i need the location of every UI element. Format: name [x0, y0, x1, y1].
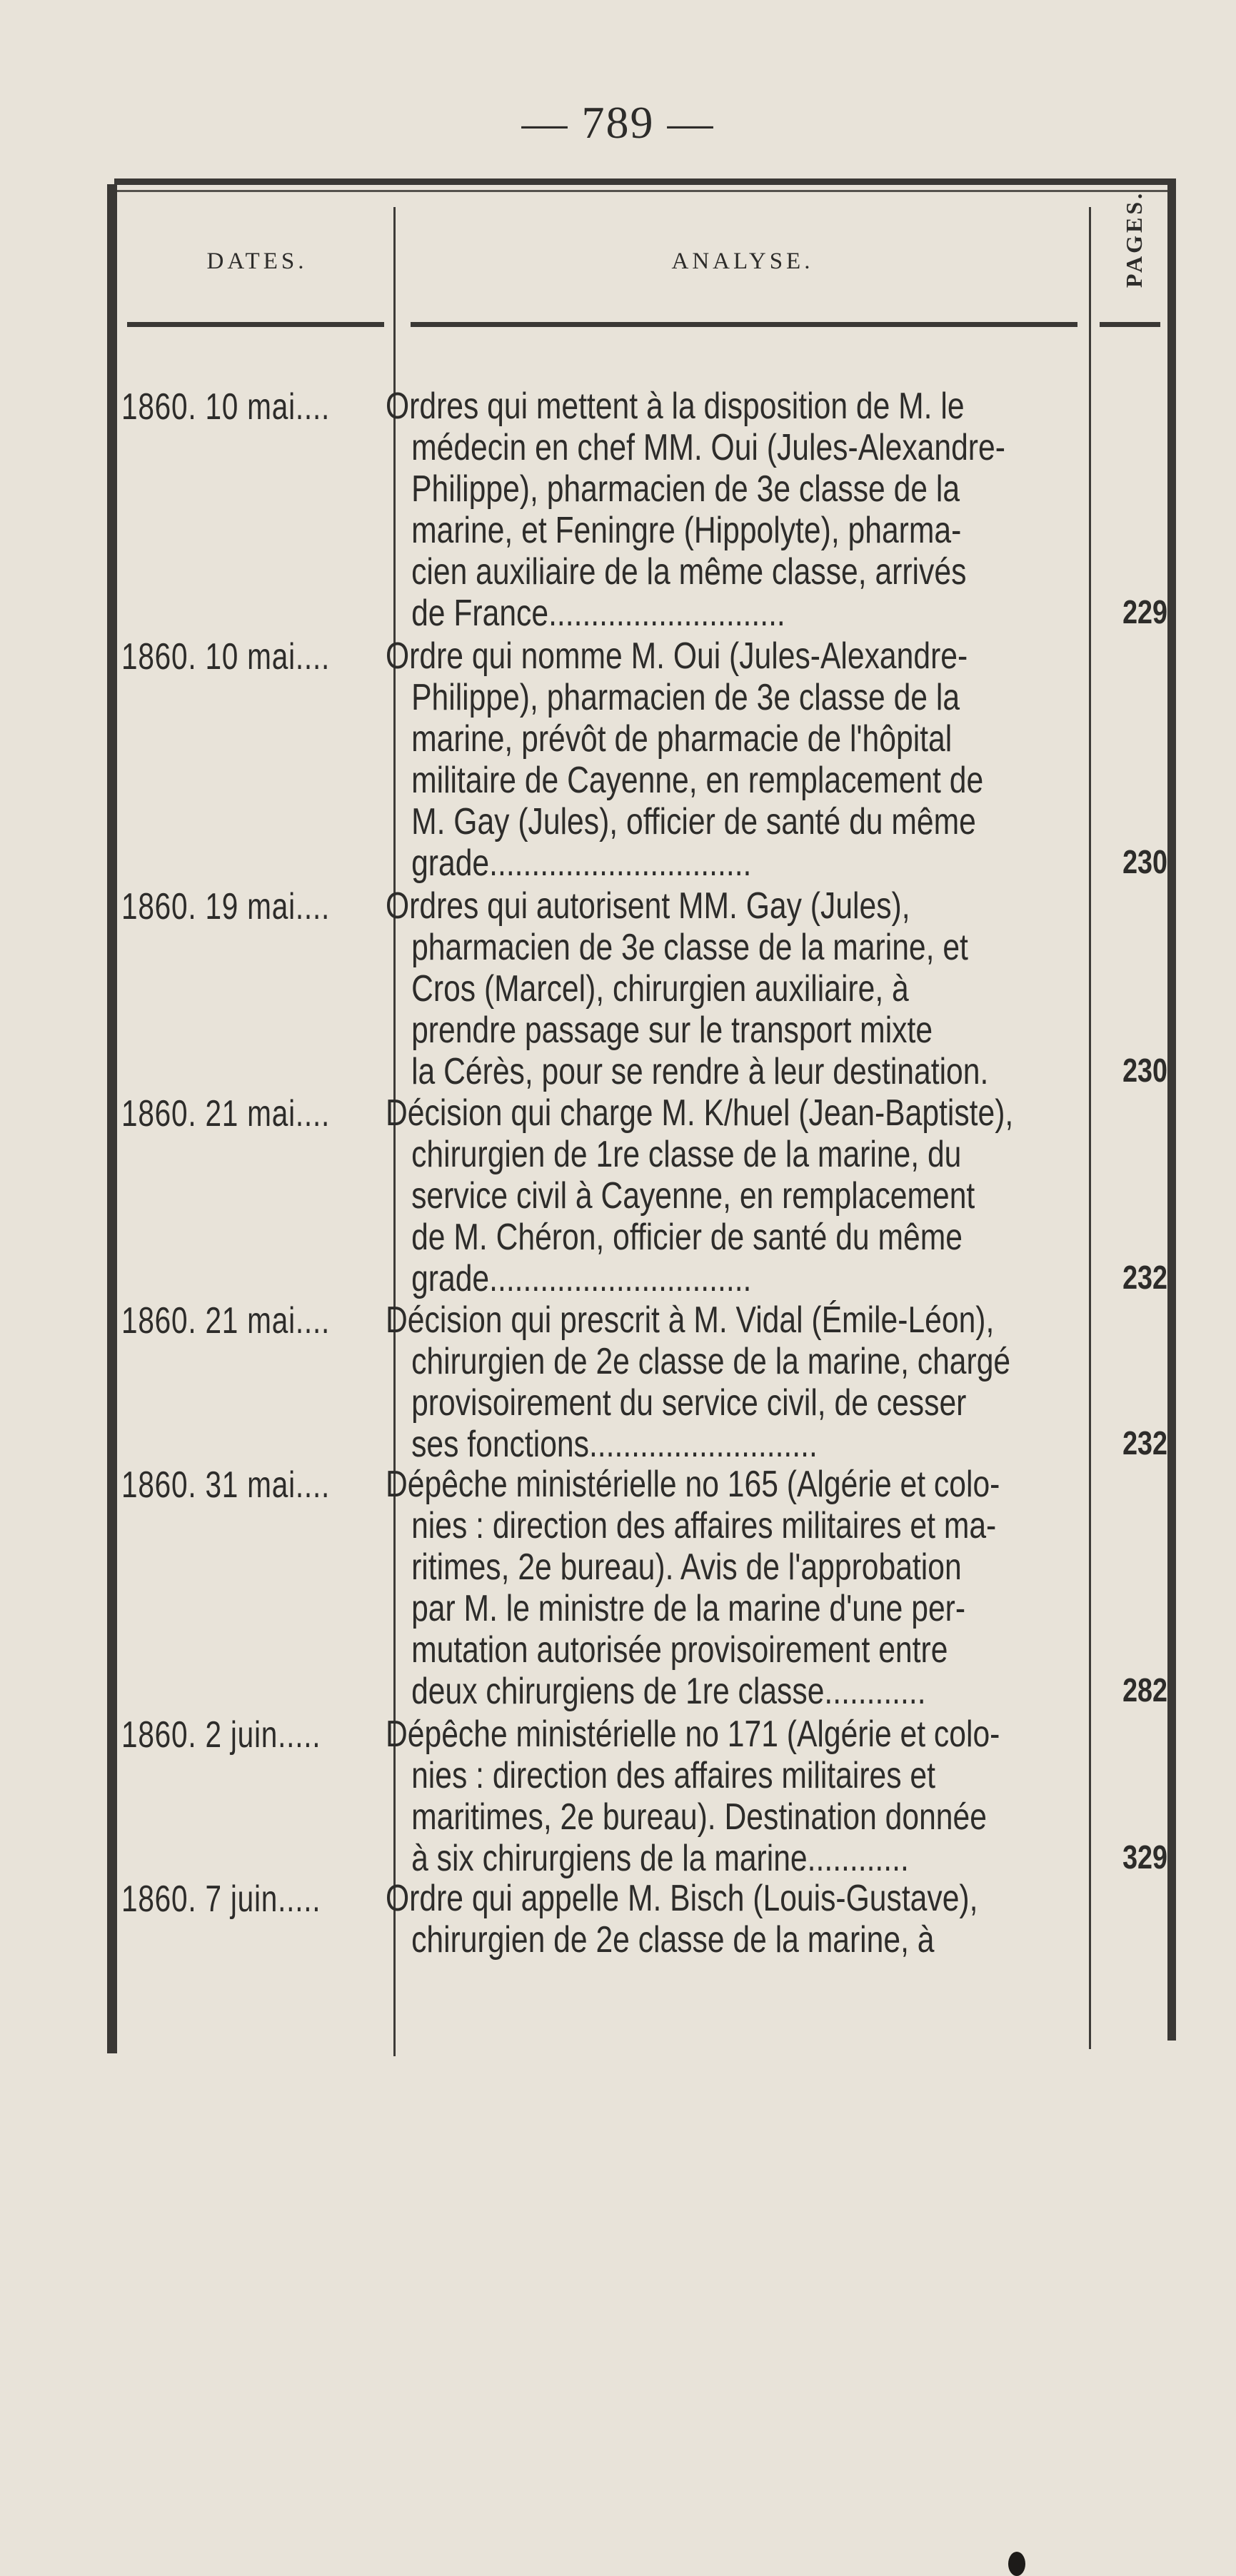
entry-date: 1860. 10 mai....	[121, 636, 331, 678]
analysis-line: Ordres qui mettent à la disposition de M. le	[386, 386, 965, 427]
analysis-line: de M. Chéron, officier de santé du même	[411, 1217, 963, 1258]
entry-date: 1860. 2 juin.....	[121, 1714, 321, 1756]
analysis-line: Décision qui prescrit à M. Vidal (Émile-Léon),	[386, 1299, 995, 1341]
entry-analysis	[386, 1878, 1041, 1961]
page-number: — 789 —	[521, 97, 715, 148]
entry-page: 229	[1122, 593, 1167, 630]
entry-page: 230	[1122, 1052, 1167, 1089]
analysis-line: prendre passage sur le transport mixte	[411, 1010, 933, 1051]
entry-page: 232	[1122, 1259, 1167, 1296]
analysis-line: mutation autorisée provisoirement entre	[411, 1629, 948, 1671]
analysis-line: Ordre qui nomme M. Oui (Jules-Alexandre-	[386, 635, 968, 677]
entry-analysis	[386, 1092, 1041, 1299]
entry-analysis	[386, 386, 1041, 634]
entry-date: 1860. 7 juin.....	[121, 1878, 321, 1920]
entry-page: 232	[1122, 1424, 1167, 1461]
entry-date: 1860. 31 mai....	[121, 1464, 331, 1506]
analyse-header: ANALYSE.	[671, 248, 814, 274]
analysis-line: nies : direction des affaires militaires et ma-	[411, 1505, 997, 1546]
analysis-line: chirurgien de 2e classe de la marine, chargé	[411, 1341, 1011, 1382]
analysis-line: grade...............................	[411, 842, 752, 884]
analysis-line: service civil à Cayenne, en remplacement	[411, 1175, 975, 1217]
analysis-line: ritimes, 2e bureau). Avis de l'approbation	[411, 1546, 962, 1588]
analysis-line: deux chirurgiens de 1re classe............	[411, 1671, 926, 1712]
entries-list	[107, 0, 1176, 2327]
ink-spot	[1008, 2552, 1025, 2576]
entry-page: 329	[1122, 1838, 1167, 1876]
pages-header: PAGES.	[1121, 190, 1147, 288]
dates-header: DATES.	[206, 248, 308, 274]
analysis-line: provisoirement du service civil, de cesser	[411, 1382, 967, 1424]
entry-page: 282	[1122, 1671, 1167, 1709]
analysis-line: nies : direction des affaires militaires et	[411, 1755, 935, 1796]
analysis-line: par M. le ministre de la marine d'une per-	[411, 1588, 966, 1629]
analysis-line: marine, prévôt de pharmacie de l'hôpital	[411, 718, 953, 760]
analysis-line: Cros (Marcel), chirurgien auxiliaire, à	[411, 968, 909, 1010]
analysis-line: la Cérès, pour se rendre à leur destination.	[411, 1051, 989, 1092]
analysis-line: Dépêche ministérielle no 165 (Algérie et colo-	[386, 1464, 1000, 1505]
analysis-line: grade...............................	[411, 1258, 752, 1299]
analysis-line: Décision qui charge M. K/huel (Jean-Baptiste),	[386, 1092, 1014, 1134]
analysis-line: chirurgien de 2e classe de la marine, à	[411, 1919, 935, 1961]
analysis-line: Philippe), pharmacien de 3e classe de la	[411, 468, 960, 510]
entry-analysis	[386, 1299, 1041, 1465]
analysis-line: Philippe), pharmacien de 3e classe de la	[411, 677, 960, 718]
analysis-line: Ordres qui autorisent MM. Gay (Jules),	[386, 885, 910, 927]
analysis-line: de France............................	[411, 593, 785, 634]
analysis-line: Dépêche ministérielle no 171 (Algérie et colo-	[386, 1714, 1000, 1755]
ink-blot	[1007, 2538, 1008, 2539]
entry-date: 1860. 19 mai....	[121, 886, 331, 927]
entry-page: 230	[1122, 843, 1167, 880]
entry-date: 1860. 10 mai....	[121, 386, 331, 428]
analysis-line: militaire de Cayenne, en remplacement de	[411, 760, 984, 801]
analysis-line: ses fonctions...........................	[411, 1424, 818, 1465]
analysis-line: marine, et Feningre (Hippolyte), pharma-	[411, 510, 962, 551]
entry-date: 1860. 21 mai....	[121, 1300, 331, 1342]
analysis-line: pharmacien de 3e classe de la marine, et	[411, 927, 968, 968]
analysis-line: chirurgien de 1re classe de la marine, du	[411, 1134, 962, 1175]
entry-analysis	[386, 885, 1041, 1092]
entry-analysis	[386, 1464, 1041, 1712]
analysis-line: Ordre qui appelle M. Bisch (Louis-Gustave),	[386, 1878, 978, 1919]
entry-analysis	[386, 1714, 1041, 1879]
analysis-line: à six chirurgiens de la marine............	[411, 1838, 909, 1879]
analysis-line: cien auxiliaire de la même classe, arrivés	[411, 551, 967, 593]
analysis-line: médecin en chef MM. Oui (Jules-Alexandre-	[411, 427, 1005, 468]
entry-analysis	[386, 635, 1041, 884]
analysis-line: maritimes, 2e bureau). Destination donnée	[411, 1796, 987, 1838]
analysis-line: M. Gay (Jules), officier de santé du même	[411, 801, 976, 842]
entry-date: 1860. 21 mai....	[121, 1093, 331, 1134]
